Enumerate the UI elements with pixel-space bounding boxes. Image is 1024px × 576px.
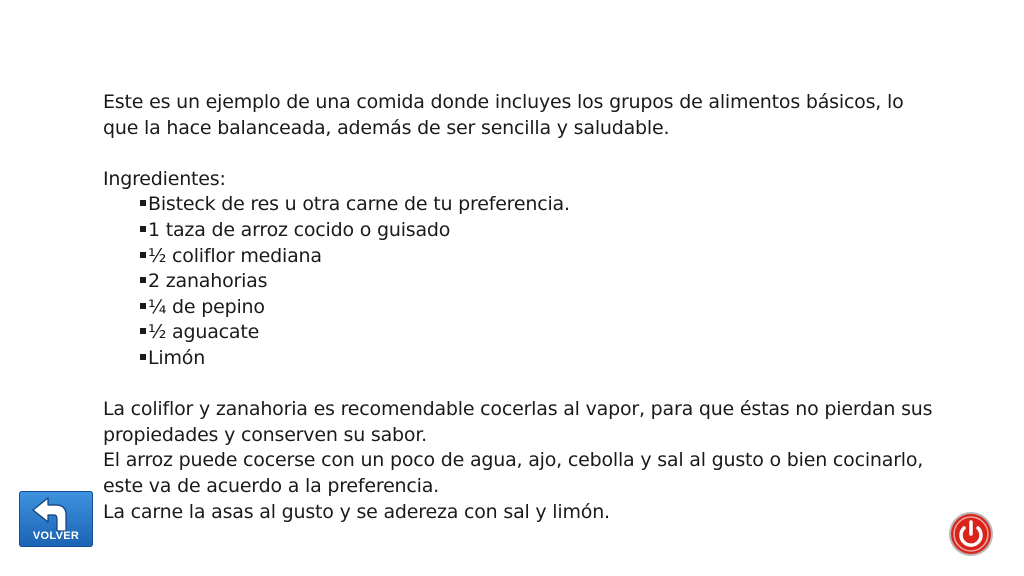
instruction-paragraph: La carne la asas al gusto y se adereza con sal y limón.	[103, 500, 610, 523]
ingredient-text: 2 zanahorias	[148, 270, 268, 293]
bullet-icon	[140, 303, 146, 309]
bullet-icon	[140, 277, 146, 283]
spacer	[103, 141, 943, 167]
instruction-paragraph: El arroz puede cocerse con un poco de agua, ajo, cebolla y sal al gusto o bien cocinarlo, este va de acuerdo a la preferencia.	[103, 449, 924, 497]
ingredient-text: Limón	[148, 346, 206, 369]
list-item	[140, 244, 943, 270]
power-button[interactable]	[948, 511, 994, 557]
slide-content	[103, 90, 943, 525]
list-item	[140, 295, 943, 321]
bullet-icon	[140, 200, 146, 206]
back-button-label: VOLVER	[32, 530, 80, 542]
bullet-icon	[140, 328, 146, 334]
ingredient-text: ¼ de pepino	[148, 295, 265, 318]
list-item	[140, 346, 943, 372]
intro-paragraph: Este es un ejemplo de una comida donde incluyes los grupos de alimentos básicos, lo que la hace balanceada, además de ser sencilla y saludable.	[103, 91, 904, 139]
spacer	[103, 372, 943, 398]
list-item	[140, 320, 943, 346]
ingredients-list	[103, 192, 943, 371]
instruction-paragraph: La coliflor y zanahoria es recomendable cocerlas al vapor, para que éstas no pierdan sus propiedades y conserven su sabor.	[103, 398, 933, 446]
list-item	[140, 218, 943, 244]
list-item	[140, 269, 943, 295]
back-button[interactable]	[19, 491, 93, 547]
ingredient-text: Bisteck de res u otra carne de tu preferencia.	[148, 193, 570, 216]
bullet-icon	[140, 252, 146, 258]
ingredient-text: ½ aguacate	[148, 321, 260, 344]
power-icon	[948, 511, 994, 557]
list-item	[140, 192, 943, 218]
ingredients-heading: Ingredientes:	[103, 167, 226, 190]
bullet-icon	[140, 354, 146, 360]
bullet-icon	[140, 226, 146, 232]
ingredient-text: ½ coliflor mediana	[148, 244, 322, 267]
ingredient-text: 1 taza de arroz cocido o guisado	[148, 218, 451, 241]
